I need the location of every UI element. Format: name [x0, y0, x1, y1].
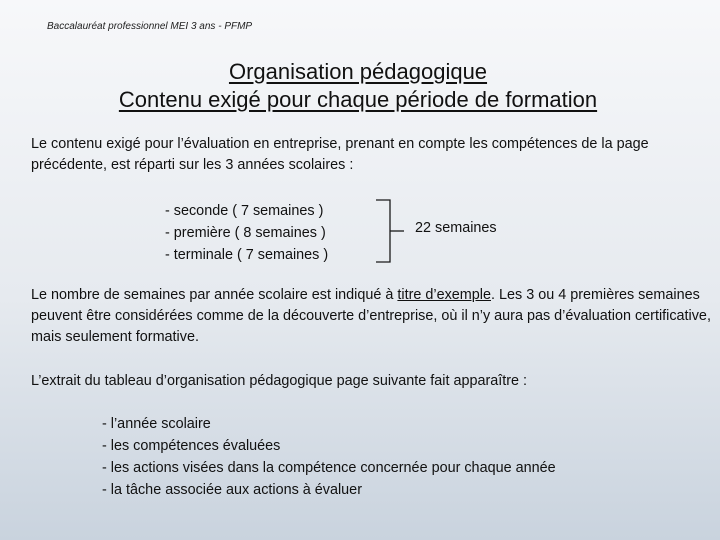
page-title: [0, 58, 716, 114]
extract-list: [102, 413, 556, 501]
period-item: - seconde ( 7 semaines ): [165, 203, 324, 219]
title-line-1: Organisation pédagogique: [228, 59, 488, 84]
period-item: - première ( 8 semaines ): [165, 225, 326, 241]
list-item: - l’année scolaire: [102, 416, 211, 432]
bracket-icon: [368, 196, 416, 268]
list-item: - les actions visées dans la compétence concernée pour chaque année: [102, 460, 556, 476]
list-item: - la tâche associée aux actions à évaluer: [102, 482, 362, 498]
period-item: - terminale ( 7 semaines ): [165, 247, 329, 263]
weeks-text-before: Le nombre de semaines par année scolaire est indiqué à: [31, 287, 398, 303]
weeks-text-after: . Les 3 ou 4 premières semaines peuvent être considérées comme de la découverte d’entreprise, où il n’y aura pas d’évaluation certificative, mais seulement formative.: [31, 287, 711, 345]
intro-paragraph: Le contenu exigé pour l’évaluation en entreprise, prenant en compte les compétences de la page précédente, est réparti sur les 3 années scolaires :: [31, 136, 649, 173]
weeks-text-underlined: titre d’exemple: [397, 287, 491, 303]
total-weeks: 22 semaines: [415, 220, 497, 236]
list-item: - les compétences évaluées: [102, 438, 281, 454]
periods-list: [165, 200, 328, 266]
title-line-2: Contenu exigé pour chaque période de formation: [118, 87, 598, 112]
extract-intro: L’extrait du tableau d’organisation pédagogique page suivante fait apparaître :: [31, 373, 528, 389]
weeks-paragraph: [31, 285, 711, 348]
header-note: Baccalauréat professionnel MEI 3 ans - PFMP: [47, 21, 253, 32]
